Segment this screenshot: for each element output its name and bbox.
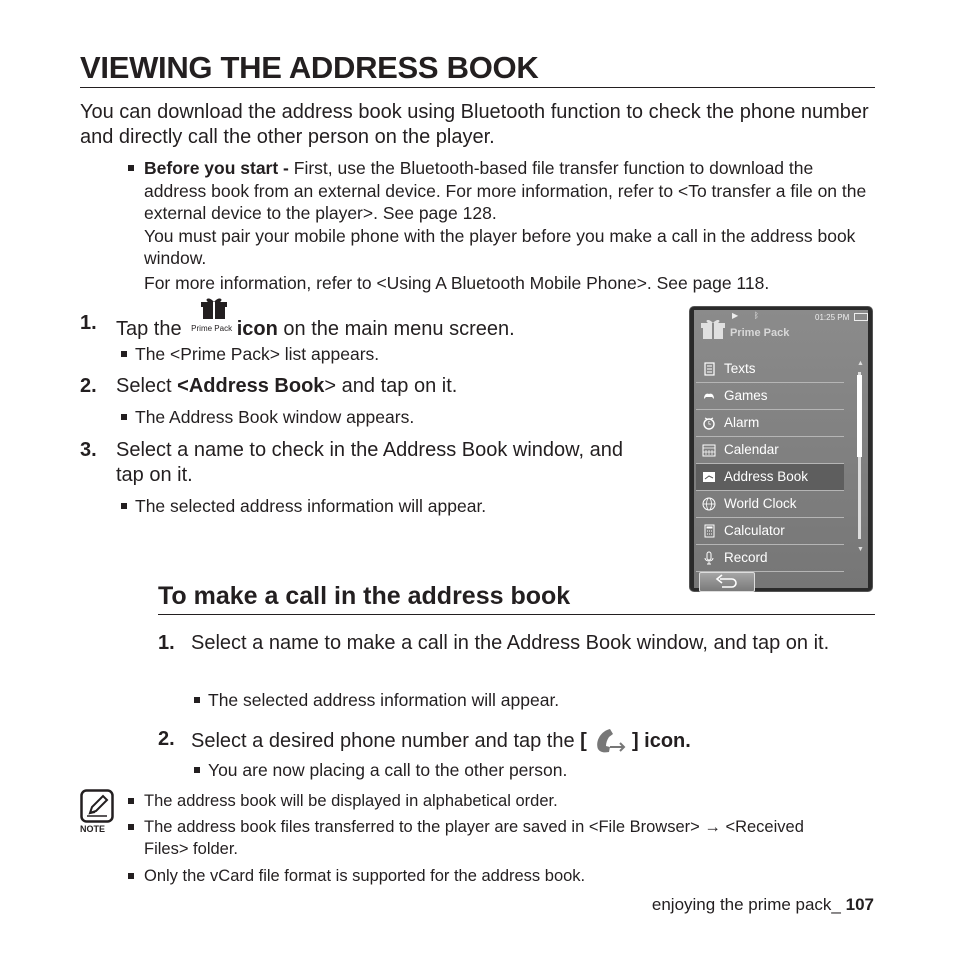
bullet-square: [121, 503, 127, 509]
list-item-label: World Clock: [724, 496, 797, 511]
page-footer: [652, 895, 874, 915]
step-3-sub-text: The selected address information will appear.: [135, 496, 487, 516]
step-1-pre: Tap the: [116, 318, 182, 340]
bluetooth-icon: ᛒ: [754, 311, 759, 320]
more-info-text: For more information, refer to <Using A Bluetooth Mobile Phone>. See page 118.: [144, 272, 770, 293]
list-item-label: Calculator: [724, 523, 785, 538]
step-2-sub-text: The Address Book window appears.: [135, 407, 415, 427]
bullet-square: [194, 697, 200, 703]
step-number: 3.: [80, 439, 97, 461]
note-pencil-icon: [80, 789, 114, 823]
list-item-label: Texts: [724, 361, 756, 376]
step-1-sub: [121, 343, 661, 365]
pairing-text: You must pair your mobile phone with the player before you make a call in the address book window.: [144, 225, 856, 268]
bracket-open: [: [580, 730, 593, 752]
scroll-down-icon[interactable]: ▼: [857, 546, 864, 553]
call-step-1-sub-text: The selected address information will appear.: [208, 690, 560, 710]
call-step-1: [158, 631, 868, 656]
step-2-post: > and tap on it.: [324, 375, 458, 397]
play-icon: ▶: [732, 311, 739, 320]
microphone-icon: [702, 551, 716, 565]
list-item-label: Record: [724, 550, 768, 565]
list-item[interactable]: [696, 464, 844, 491]
intro-paragraph: You can download the address book using Bluetooth function to check the phone number and directly call the other person on the player.: [80, 101, 869, 148]
call-step-1-text: Select a name to make a call in the Address Book window, and tap on it.: [191, 632, 830, 654]
step-number: 2.: [80, 375, 97, 397]
list-item[interactable]: [696, 518, 844, 545]
page-title: VIEWING THE ADDRESS BOOK: [80, 50, 875, 88]
note-item-text: Only the vCard file format is supported for the address book.: [144, 867, 586, 885]
list-item-label: Alarm: [724, 415, 760, 430]
calendar-icon: [702, 443, 716, 457]
call-step-2-sub-text: You are now placing a call to the other person.: [208, 760, 568, 780]
step-number: 1.: [158, 632, 175, 654]
note-item: [128, 790, 818, 812]
step-1-post: on the main menu screen.: [277, 318, 515, 340]
note-item: [128, 816, 818, 860]
bullet-square: [128, 165, 134, 171]
step-3: [80, 438, 650, 488]
step-3-sub: [121, 495, 661, 517]
call-step-2-sub: [194, 759, 854, 781]
call-phone-icon: [592, 727, 626, 753]
device-screen: [694, 310, 868, 588]
bullet-square: [121, 351, 127, 357]
note-label: NOTE: [80, 824, 106, 834]
note-item-text: The address book files transferred to the player are saved in <File Browser> → <Received Files> folder.: [144, 818, 804, 858]
step-1-bold: icon: [236, 318, 278, 340]
footer-text: enjoying the prime pack_: [651, 895, 846, 914]
bullet-square: [194, 767, 200, 773]
list-item[interactable]: [696, 410, 844, 437]
list-item[interactable]: [696, 383, 844, 410]
step-1-sub-text: The <Prime Pack> list appears.: [135, 344, 380, 364]
calculator-icon: [702, 524, 716, 538]
address-book-icon: [702, 470, 716, 484]
list-item[interactable]: [696, 437, 844, 464]
document-icon: [702, 362, 716, 376]
call-step-1-sub: [194, 689, 854, 711]
step-number: 2.: [158, 728, 175, 750]
globe-icon: [702, 497, 716, 511]
step-2-sub: [121, 406, 661, 428]
before-you-start-bullet: [128, 157, 878, 294]
device-screenshot: [690, 307, 872, 591]
step-1: [80, 311, 660, 342]
bullet-square: [121, 414, 127, 420]
before-start-label: Before you start -: [144, 158, 289, 178]
page-number: 107: [845, 895, 874, 914]
list-item-label: Calendar: [724, 442, 779, 457]
step-2-bold: <Address Book: [177, 375, 325, 397]
note-item: [128, 865, 818, 887]
section-heading: To make a call in the address book: [158, 581, 875, 615]
prime-pack-caption: Prime Pack: [191, 324, 233, 333]
before-start-text: First, use the Bluetooth-based file transfer function to download the address book from an external device. For more information, refer to <To transfer a file on the external device to the player>. See page 128.: [144, 158, 867, 223]
bullet-square: [128, 873, 134, 879]
status-time: 01:25 PM: [815, 313, 850, 322]
list-item-label: Address Book: [724, 469, 809, 484]
list-item[interactable]: [696, 356, 844, 383]
step-2-pre: Select: [116, 375, 178, 397]
note-badge: [80, 789, 116, 837]
step-3-text: Select a name to check in the Address Book window, and tap on it.: [116, 439, 623, 486]
bullet-square: [128, 824, 134, 830]
call-step-2: [158, 727, 868, 754]
prime-pack-header-icon: [700, 318, 726, 340]
screen-title: Prime Pack: [730, 327, 790, 339]
bracket-close: ] icon.: [626, 730, 691, 752]
battery-icon: [854, 313, 868, 321]
gamepad-icon: [702, 389, 716, 403]
prime-pack-icon: [191, 311, 233, 339]
call-step-2-pre: Select a desired phone number and tap the: [191, 730, 581, 752]
list-item[interactable]: [696, 545, 844, 572]
note-item-text: The address book will be displayed in alphabetical order.: [144, 792, 558, 810]
bullet-square: [128, 798, 134, 804]
scrollbar-thumb[interactable]: [857, 375, 862, 457]
list-item[interactable]: [696, 491, 844, 518]
scroll-up-icon[interactable]: ▲: [857, 360, 864, 367]
step-number: 1.: [80, 312, 97, 334]
step-2: [80, 374, 660, 399]
list-item-label: Games: [724, 388, 768, 403]
alarm-clock-icon: [702, 416, 716, 430]
